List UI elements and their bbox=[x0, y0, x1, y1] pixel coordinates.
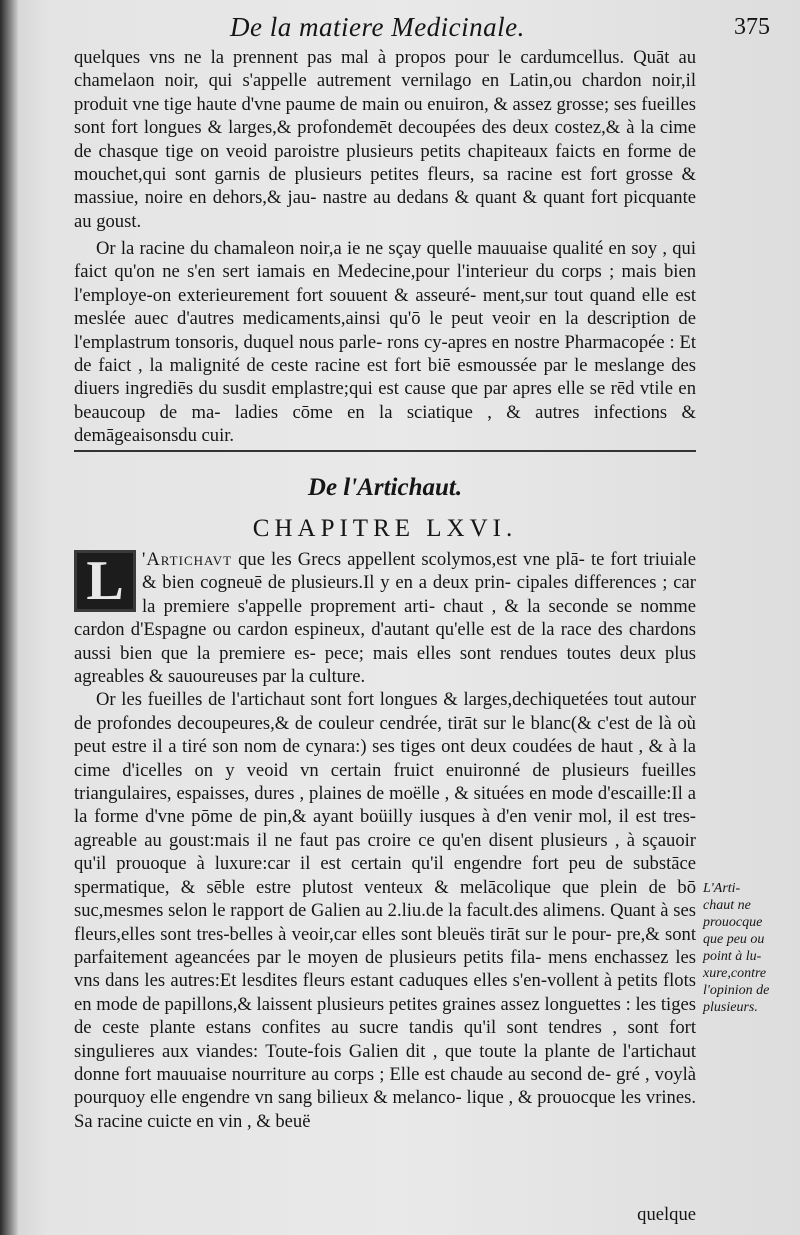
running-head bbox=[80, 6, 780, 46]
text-line: lique , & prouocque les vrines. Sa racine cuicte en vin , & beuë bbox=[74, 1087, 696, 1132]
text-line: emplastre;qui est cause que par apres elle se rēd vtile en beaucoup de ma- bbox=[74, 378, 696, 423]
text-line: Or les fueilles de l'artichaut sont fort longues & larges,dechiquetées bbox=[96, 689, 609, 711]
text-line: fort mauuaise nourriture au corps ; Elle est chaude au second de- bbox=[124, 1063, 612, 1085]
text-line: quelques vns ne la prennent pas mal à propos pour le cardumcellus. Quāt bbox=[74, 47, 670, 68]
margin-note-line: que peu ou bbox=[703, 932, 765, 947]
paragraph-chameleon bbox=[74, 46, 696, 233]
margin-note-line: chaut ne bbox=[703, 898, 751, 913]
text-line: pre,& sont parfaitement ageancées par le moyen de plusieurs petits fila- bbox=[74, 923, 697, 968]
text-line: d'autant qu'elle est de la race des chardons aussi bien que la premiere es- bbox=[74, 619, 696, 664]
margin-note-line: plusieurs. bbox=[703, 1000, 758, 1015]
text-line: luxure:car il est certain qu'il engendre fort peu de substāce spermatique, bbox=[74, 853, 696, 898]
text-line: ladies cōme en la sciatique , & autres infections & demāgeaisonsdu cuir. bbox=[74, 401, 696, 447]
text-line: blanc(& c'est de là où peut estre il a tiré son nom de cynara:) ses tiges ont bbox=[74, 712, 696, 758]
text-line: ment,sur tout quand elle est meslée auec d'autres medicaments,ainsi qu'ō bbox=[74, 284, 696, 330]
text-line: au sucre tandis qu'il sont tendres , sont fort singulieres aux viandes: bbox=[74, 1017, 696, 1062]
text-line: petites graines assez longuettes : les tiges de ceste plante estans confites bbox=[74, 993, 696, 1039]
text-line: elles s'en-vollent à petits flots en mode de papillons,& laissent plusieurs bbox=[74, 970, 697, 1015]
text-line: petits chapiteaux faicts en forme de mouchet,qui sont garnis de plusieurs bbox=[74, 140, 696, 186]
text-line: corps ; mais bien l'employe-on exterieurement fort souuent & asseuré- bbox=[74, 261, 697, 306]
text-line: ayant boüilly iusques à d'en venir mol, il est tres-agreable au goust:mais bbox=[74, 806, 696, 851]
text-line: mens enchassez les vns dans les autres:Et lesdites fleurs estant caduques bbox=[74, 946, 696, 992]
chapter-body bbox=[74, 548, 696, 1133]
chapter-first-word: 'Artichavt bbox=[142, 549, 233, 570]
text-line: moëlle , & situées en mode d'escaille:Il a la forme d'vne pōme de pin,& bbox=[74, 783, 696, 828]
text-line: des deux costez,& à la cime de chasque tige on veoid paroistre plusieurs bbox=[74, 117, 696, 162]
text-line: Or la racine du chamaleon noir,a ie ne sçay quelle mauuaise qualité en bbox=[96, 238, 627, 259]
margin-note-line: prouocque bbox=[703, 915, 763, 930]
section-divider bbox=[74, 450, 696, 452]
text-line: par la culture. bbox=[262, 666, 366, 688]
text-line: pece; mais elles sont rendues toutes deux plus agreables & sauoureuses bbox=[74, 642, 696, 688]
text-line: soy , qui faict qu'on ne s'en sert iamais en Medecine,pour l'interieur du bbox=[74, 238, 696, 283]
text-line: te fort triuiale & bien cogneuē de plusieurs.Il y en a deux prin- bbox=[142, 549, 696, 594]
text-line: petites fleurs, sa racine est fort grosse & massiue, noire en dehors,& jau- bbox=[74, 164, 697, 209]
catchword: quelque bbox=[637, 1204, 696, 1225]
text-line: Toute-fois Galien dit , que toute la plante de l'artichaut donne bbox=[74, 1040, 697, 1085]
text-line: tout autour de profondes decoupeures,& de couleur cendrée, tirāt sur le bbox=[74, 689, 697, 734]
page-number: 375 bbox=[734, 14, 770, 40]
binding-gutter bbox=[0, 0, 18, 1235]
section-title: De l'Artichaut. bbox=[307, 474, 463, 501]
text-line: nastre au dedans & quant & quant fort picquante au goust. bbox=[74, 187, 697, 232]
text-line: rons cy-apres en nostre Pharmacopée : Et de faict , la malignité de ceste bbox=[74, 331, 696, 377]
text-line: que les Grecs appellent scolymos,est vne plā- bbox=[238, 549, 585, 570]
text-line: & sēble estre plutost venteux & melācolique que plein de bō suc,mesmes bbox=[74, 876, 696, 922]
text-line: racine est fort biē esmoussée par le meslange des diuers ingrediēs du susdit bbox=[74, 355, 696, 400]
paragraph-root bbox=[74, 237, 696, 448]
text-line: il ne faut pas croire ce qu'en disent plusieurs , à sçauoir qu'il prouoque à bbox=[74, 829, 696, 875]
text-line: le peut veoir en la description de l'emplastrum tonsoris, duquel nous parle- bbox=[74, 308, 696, 353]
text-line: fleurs,elles sont tres-belles à veoir,car elles sont bleuës tirāt sur le pour- bbox=[74, 923, 612, 945]
margin-note-line: point à lu- bbox=[703, 949, 762, 964]
drop-cap-initial: L bbox=[74, 550, 136, 612]
text-line: au chamelaon noir, qui s'appelle autrement vernilago en Latin,ou chardon bbox=[74, 47, 696, 92]
text-line: deux coudées de haut , & à la cime d'icelles on y veoid vn certain fruict bbox=[74, 736, 696, 781]
margin-note bbox=[703, 880, 791, 1016]
text-line: cipales differences ; car la premiere s'appelle proprement arti- bbox=[142, 572, 696, 617]
margin-note-line: l'opinion de bbox=[703, 983, 770, 998]
margin-note-line: xure,contre bbox=[703, 966, 767, 981]
text-line: enuironné de plusieurs fueilles triangulaires, espaisses, dures , plaines de bbox=[74, 759, 696, 805]
chapter-title: CHAPITRE LXVI. bbox=[252, 515, 518, 542]
text-line: noir,il produit vne tige haute d'vne paume de main ou enuiron, & assez bbox=[74, 70, 696, 115]
text-line: grosse; ses fueilles sont fort longues & larges,& profondemēt decoupées bbox=[74, 93, 696, 139]
text-line: selon le rapport de Galien au 2.liu.de la facult.des alimens. Quant à ses bbox=[168, 900, 697, 922]
text-line: chaut , & la seconde se nomme cardon d'Espagne ou cardon espineux, bbox=[74, 595, 696, 641]
margin-note-line: L'Arti- bbox=[703, 881, 741, 896]
text-line: gré , voylà pourquoy elle engendre vn sang bilieux & melanco- bbox=[74, 1063, 696, 1109]
running-title: De la matiere Medicinale. bbox=[230, 12, 525, 42]
